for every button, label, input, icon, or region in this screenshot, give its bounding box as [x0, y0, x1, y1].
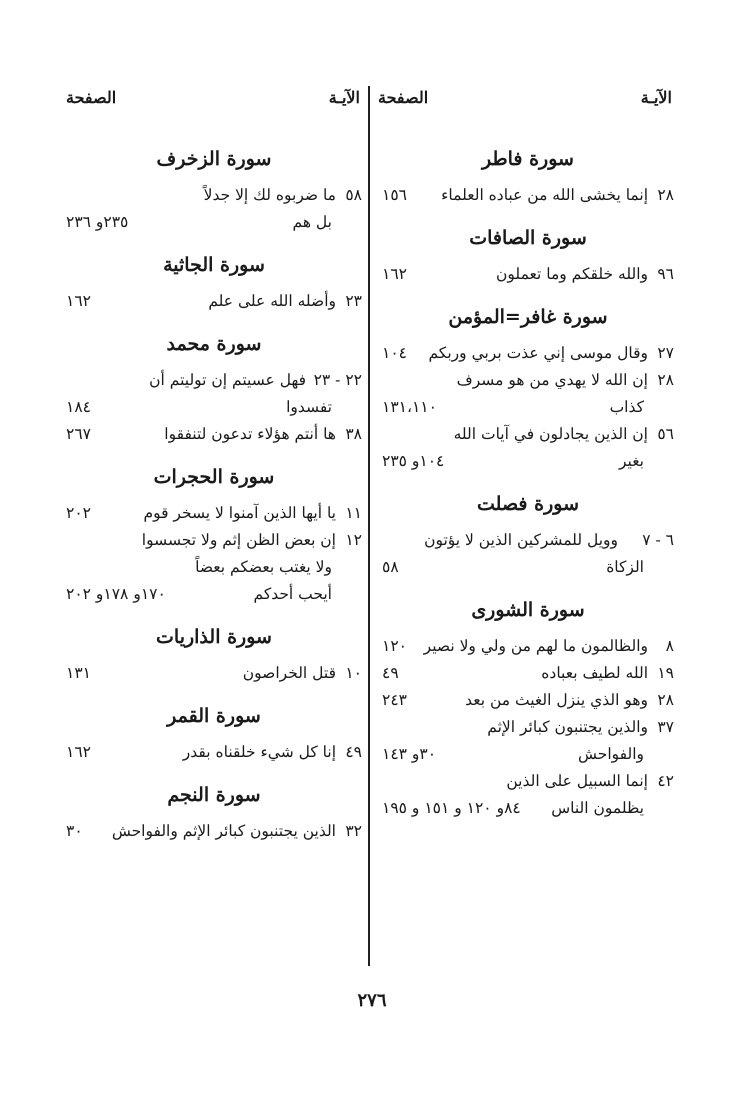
page-header: الصفحة: [378, 88, 429, 107]
surah-title: [62, 705, 366, 743]
surah-title: [378, 227, 678, 265]
surah-title-text: سورة النجم: [167, 784, 261, 806]
ayah-number: ٢٧: [657, 344, 674, 362]
ayah-number: ٥٦: [657, 425, 674, 443]
ayah-text: إن الله لا يهدي من هو مسرف: [456, 371, 648, 389]
right-column: [378, 88, 678, 826]
entry-line: [378, 637, 678, 664]
index-entry: [378, 637, 678, 664]
ayah-number: ٨: [665, 637, 674, 655]
entry-line: [378, 718, 678, 745]
surah-title: [378, 306, 678, 344]
ayah-text: يظلمون الناس: [551, 799, 644, 817]
entry-line: [62, 425, 366, 452]
page-reference: ٣٠: [66, 822, 83, 840]
ayah-text: الذين يجتنبون كبائر الإثم والفواحش: [111, 822, 336, 840]
entry-line: [62, 585, 366, 612]
ayah-number: ١٩: [657, 664, 674, 682]
index-entry: [62, 664, 366, 691]
ayah-text: إن الذين يجادلون في آيات الله: [453, 425, 648, 443]
surah-title-text: سورة الحجرات: [153, 466, 275, 488]
ayah-text: إنا كل شيء خلقناه بقدر: [182, 743, 336, 761]
entry-line: [378, 664, 678, 691]
entry-line: [378, 371, 678, 398]
entry-line: [378, 745, 678, 772]
ayah-text: وويل للمشركين الذين لا يؤتون: [424, 531, 618, 549]
ayah-text: الله لطيف بعباده: [541, 664, 648, 682]
ayah-text: أيحب أحدكم: [253, 585, 332, 603]
surah-title: [62, 466, 366, 504]
ayah-number: ٥٨: [345, 186, 362, 204]
ayah-number: ٤٩: [345, 743, 362, 761]
ayah-number: ٦ - ٧: [642, 531, 674, 549]
page-header: الصفحة: [66, 88, 117, 107]
entry-line: [378, 531, 678, 558]
surah-title: [62, 148, 366, 186]
ayah-text: والفواحش: [577, 745, 644, 763]
surah-title-text: سورة محمد: [166, 333, 262, 355]
ayah-number: ٢٨: [657, 691, 674, 709]
index-entry: [62, 292, 366, 319]
page-reference: ١٠٤و ٢٣٥: [382, 452, 445, 470]
surah-title-text: سورة الشورى: [471, 599, 585, 621]
ayah-number: ٩٦: [657, 265, 674, 283]
ayah-text: الزكاة: [606, 558, 644, 576]
index-entry: [378, 265, 678, 292]
entry-line: [378, 558, 678, 585]
ayah-number: ١١: [345, 504, 362, 522]
page-reference: ١٠٤: [382, 344, 407, 362]
ayah-number: ٣٨: [345, 425, 362, 443]
surah-title-text: سورة غافر=المؤمن: [448, 306, 608, 328]
ayah-text: ها أنتم هؤلاء تدعون لتنفقوا: [164, 425, 336, 443]
entry-line: [378, 344, 678, 371]
index-entry: [62, 186, 366, 240]
surah-title: [62, 784, 366, 822]
index-entry: [62, 371, 366, 425]
surah-title-text: سورة الصافات: [469, 227, 587, 249]
surah-title: [62, 254, 366, 292]
page-reference: ١٣١،١١٠: [382, 398, 437, 416]
entry-line: [378, 452, 678, 479]
index-entry: [378, 371, 678, 425]
index-entry: [378, 344, 678, 371]
index-entry: [378, 772, 678, 826]
ayah-number: ٢٨: [657, 371, 674, 389]
ayah-text: والذين يجتنبون كبائر الإثم: [487, 718, 648, 736]
index-entry: [378, 186, 678, 213]
entry-line: [378, 265, 678, 292]
ayah-text: وأضله الله على علم: [208, 292, 336, 310]
surah-title: [62, 333, 366, 371]
entry-line: [378, 186, 678, 213]
entry-line: [62, 743, 366, 770]
index-entry: [378, 425, 678, 479]
page-reference: ١٥٦: [382, 186, 407, 204]
ayah-header: الآيـة: [328, 88, 360, 107]
page-reference: ٢٦٧: [66, 425, 91, 443]
ayah-number: ١٠: [345, 664, 362, 682]
right-column-header: [378, 88, 678, 118]
surah-title-text: سورة الزخرف: [156, 148, 272, 170]
entry-line: [62, 398, 366, 425]
ayah-number: ٣٧: [657, 718, 674, 736]
ayah-text: والله خلقكم وما تعملون: [496, 265, 648, 283]
index-entry: [62, 425, 366, 452]
page-reference: ١٧٠و ١٧٨و ٢٠٢: [66, 585, 166, 603]
ayah-text: بغير: [618, 452, 644, 470]
ayah-text: وقال موسى إني عذت بربي وربكم: [428, 344, 648, 362]
page-reference: ٥٨: [382, 558, 399, 576]
entry-line: [62, 186, 366, 213]
page-reference: ٣٠و ١٤٣: [382, 745, 437, 763]
index-entry: [378, 664, 678, 691]
page-reference: ١٦٢: [66, 743, 91, 761]
ayah-text: إنما السبيل على الذين: [506, 772, 648, 790]
entry-line: [378, 398, 678, 425]
ayah-number: ١٢: [345, 531, 362, 549]
entry-line: [62, 504, 366, 531]
page-reference: ٢٣٥و ٢٣٦: [66, 213, 129, 231]
surah-title-text: سورة الجاثية: [163, 254, 265, 276]
entry-line: [378, 772, 678, 799]
ayah-text: تفسدوا: [286, 398, 332, 416]
page-reference: ١٣١: [66, 664, 91, 682]
column-divider: [368, 86, 370, 966]
ayah-text: قتل الخراصون: [242, 664, 336, 682]
ayah-number: ٤٢: [657, 772, 674, 790]
ayah-number: ٢٨: [657, 186, 674, 204]
page-reference: ٨٤و ١٢٠ و ١٥١ و ١٩٥: [382, 799, 521, 817]
surah-title-text: سورة فصلت: [477, 493, 579, 515]
ayah-text: كذاب: [609, 398, 644, 416]
entry-line: [378, 425, 678, 452]
entry-line: [62, 371, 366, 398]
index-entry: [378, 718, 678, 772]
ayah-number: ٢٣: [345, 292, 362, 310]
ayah-text: ما ضربوه لك إلا جدلاً: [203, 186, 336, 204]
page-number: ٢٧٦: [357, 990, 387, 1011]
entry-line: [62, 213, 366, 240]
page-reference: ١٢٠: [382, 637, 407, 655]
page-reference: ٢٤٣: [382, 691, 407, 709]
ayah-text: إنما يخشى الله من عباده العلماء: [441, 186, 648, 204]
entry-line: [62, 822, 366, 849]
index-entry: [62, 822, 366, 849]
index-entry: [378, 691, 678, 718]
entry-line: [62, 664, 366, 691]
page-reference: ٤٩: [382, 664, 399, 682]
surah-title-text: سورة الذاريات: [156, 626, 272, 648]
entry-line: [378, 691, 678, 718]
index-entry: [62, 531, 366, 612]
surah-title: [62, 626, 366, 664]
ayah-number: ٣٢: [345, 822, 362, 840]
ayah-text: إن بعض الظن إثم ولا تجسسوا: [141, 531, 336, 549]
ayah-text: والظالمون ما لهم من ولي ولا نصير: [423, 637, 648, 655]
index-entry: [62, 504, 366, 531]
surah-title: [378, 599, 678, 637]
index-entry: [378, 531, 678, 585]
ayah-number: ٢٢ - ٢٣: [313, 371, 362, 389]
surah-title-text: سورة القمر: [167, 705, 261, 727]
index-entry: [62, 743, 366, 770]
ayah-text: ولا يغتب بعضكم بعضاً: [195, 558, 332, 576]
entry-line: [62, 558, 366, 585]
page-reference: ١٦٢: [66, 292, 91, 310]
surah-title: [378, 493, 678, 531]
left-column: [62, 88, 366, 849]
surah-title: [378, 148, 678, 186]
entry-line: [62, 531, 366, 558]
page-reference: ١٦٢: [382, 265, 407, 283]
ayah-text: وهو الذي ينزل الغيث من بعد: [465, 691, 648, 709]
ayah-header: الآيـة: [640, 88, 672, 107]
ayah-text: فهل عسيتم إن توليتم أن: [149, 371, 306, 389]
surah-title-text: سورة فاطر: [482, 148, 574, 170]
page-reference: ٢٠٢: [66, 504, 91, 522]
entry-line: [378, 799, 678, 826]
ayah-text: بل هم: [292, 213, 332, 231]
entry-line: [62, 292, 366, 319]
page-reference: ١٨٤: [66, 398, 91, 416]
left-column-header: [62, 88, 366, 118]
ayah-text: يا أيها الذين آمنوا لا يسخر قوم: [143, 504, 336, 522]
